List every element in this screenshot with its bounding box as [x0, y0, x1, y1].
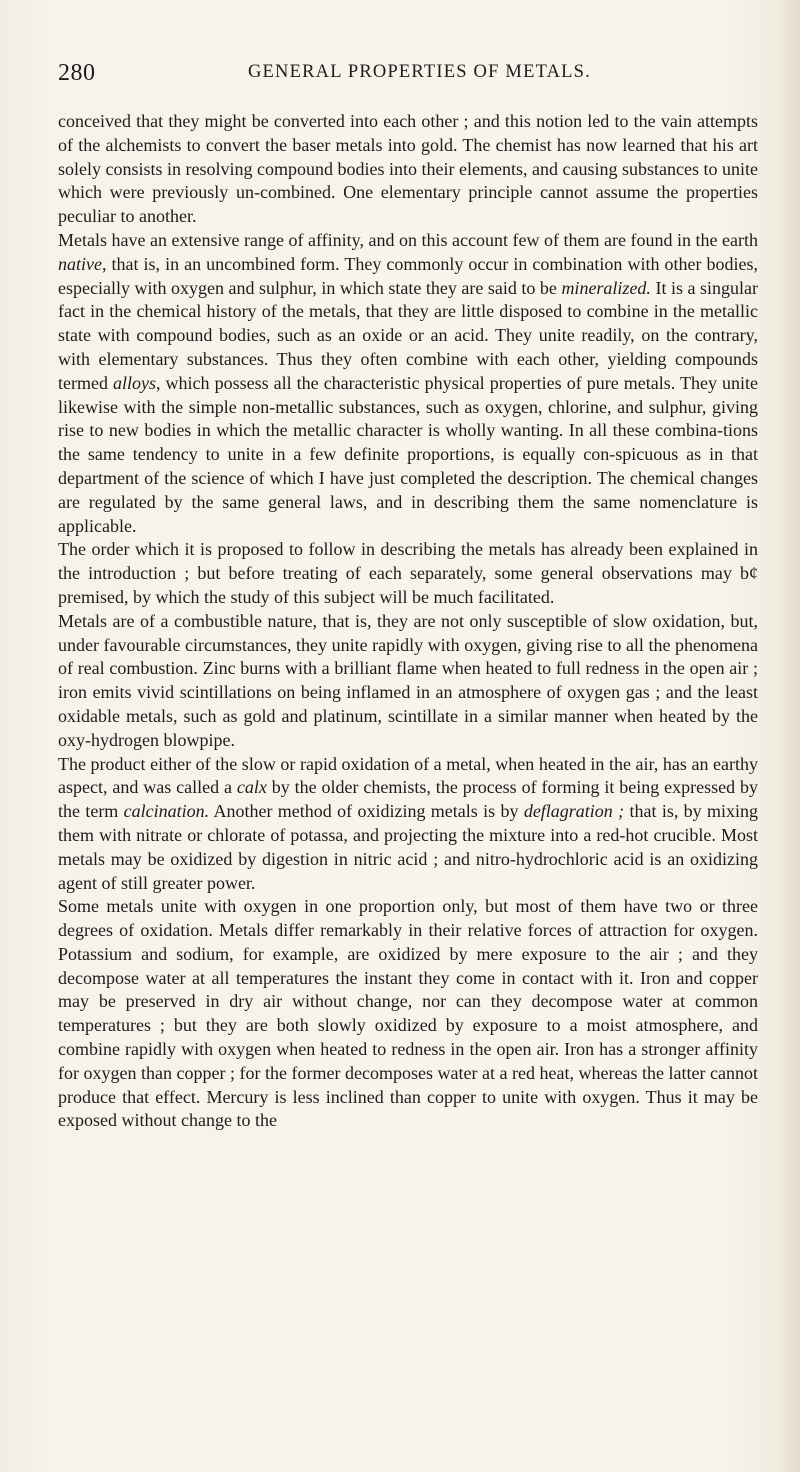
running-head: GENERAL PROPERTIES OF METALS.	[248, 62, 591, 82]
paragraph	[58, 229, 758, 538]
text-run: Metals have an extensive range of affinity, and on this account few of them are found in the earth	[58, 229, 758, 250]
italic-term: deflagration ;	[523, 801, 625, 822]
text-run: , that is, in an uncombined form. They commonly occur in combination with other bodies, especially with oxygen and sulphur, in which state they are said to be	[58, 253, 758, 298]
page-number: 280	[58, 60, 96, 86]
text-run: It is a singular fact in the chemical history of the metals, that they are little disposed to combine in the metallic state with compound bodies, such as an oxide or an acid. They unite readily, on the contrary, with elementary substances. Thus they often combine with each other, yielding compounds termed	[58, 277, 759, 393]
text-run: by the older chemists, the process of forming it being expressed by the term	[58, 777, 758, 822]
paragraph	[58, 610, 758, 753]
text-run: conceived that they might be converted into each other ; and this notion led to the vain attempts of the alchemists to convert the baser metals into gold. The chemist has now learned that his art solely consists in resolving compound bodies into their elements, and causing substances to unite which were previously un-combined. One elementary principle cannot assume the properties peculiar to another.	[58, 111, 758, 227]
text-run: , which possess all the characteristic physical properties of pure metals. They unite likewise with the simple non-metallic substances, such as oxygen, chlorine, and sulphur, giving rise to new bodies in which the metallic character is wholly wanting. In all these combina-tions the same tendency to unite in a few definite proportions, is equally con-spicuous as in that department of the science of which I have just completed the description. The chemical changes are regulated by the same general laws, and in describing them the same nomenclature is applicable.	[58, 372, 758, 536]
italic-term: native	[58, 253, 102, 274]
italic-term: alloys	[113, 372, 157, 393]
page-edge-shadow	[778, 0, 800, 1472]
paragraph	[58, 538, 758, 609]
text-run: The order which it is proposed to follow in describing the metals has already been explained in the introduction ; but before treating of each separately, some general observations may b¢ premised, by which the study of this subject will be much facilitated.	[58, 539, 758, 607]
paragraph	[58, 110, 758, 229]
italic-term: mineralized.	[561, 277, 651, 298]
italic-term: calx	[236, 777, 267, 798]
text-run: The product either of the slow or rapid oxidation of a metal, when heated in the air, has an earthy aspect, and was called a	[58, 753, 758, 798]
text-run: Some metals unite with oxygen in one proportion only, but most of them have two or three degrees of oxidation. Metals differ remarkably in their relative forces of attraction for oxygen. Potassium and sodium, for example, are oxidized by mere exposure to the air ; and they decompose water at all temperatures the instant they come in contact with it. Iron and copper may be preserved in dry air without change, nor can they decompose water at common temperatures ; but they are both slowly oxidized by exposure to a moist atmosphere, and combine rapidly with oxygen when heated to redness in the open air. Iron has a stronger affinity for oxygen than copper ; for the former decomposes water at a red heat, whereas the latter cannot produce that effect. Mercury is less inclined than copper to unite with oxygen. Thus it may be exposed without change to the	[58, 896, 758, 1131]
text-run: Another method of oxidizing metals is by	[209, 801, 524, 822]
paragraph	[58, 753, 758, 896]
text-run: that is, by mixing them with nitrate or chlorate of potassa, and projecting the mixture into a red-hot crucible. Most metals may be oxidized by digestion in nitric acid ; and nitro-hydrochloric acid is an oxidizing agent of still greater power.	[58, 801, 759, 893]
paragraph	[58, 895, 758, 1133]
italic-term: calcination.	[123, 801, 210, 822]
body-text	[58, 110, 758, 1133]
page-header	[58, 60, 758, 90]
text-run: Metals are of a combustible nature, that is, they are not only susceptible of slow oxidation, but, under favourable circumstances, they unite rapidly with oxygen, giving rise to all the phenomena of real combustion. Zinc burns with a brilliant flame when heated to full redness in the open air ; iron emits vivid scintillations on being inflamed in an atmosphere of oxygen gas ; and the least oxidable metals, such as gold and platinum, scintillate in a similar manner when heated by the oxy-hydrogen blowpipe.	[58, 610, 758, 750]
